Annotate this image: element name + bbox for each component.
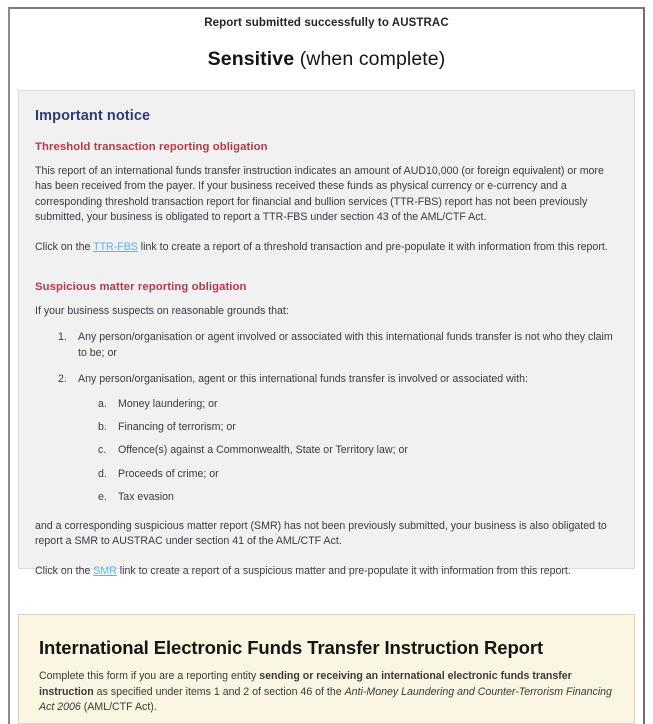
suspicious-intro-paragraph: If your business suspects on reasonable grounds that: <box>35 305 289 318</box>
list-item-text: Offence(s) against a Commonwealth, State or Territory law; or <box>118 444 408 457</box>
list-item-marker: a. <box>98 397 107 410</box>
list-item <box>78 420 620 435</box>
smr-link-suffix: link to create a report of a suspicious matter and pre-populate it with information from this report. <box>116 564 571 577</box>
ttr-fbs-link[interactable]: TTR-FBS <box>93 240 138 253</box>
sensitivity-level: Sensitive <box>207 48 295 70</box>
list-item-marker: 1. <box>58 331 67 344</box>
suspicious-grounds-list <box>33 330 620 505</box>
list-item-marker: b. <box>98 421 107 434</box>
list-item-marker: e. <box>98 491 107 504</box>
list-item <box>78 397 620 412</box>
smr-link-prefix: Click on the <box>35 564 94 577</box>
report-header-panel <box>18 614 635 724</box>
list-item-text: Any person/organisation, agent or this international funds transfer is involved or associated with: <box>78 373 528 386</box>
report-desc-part1: Complete this form if you are a reporting entity <box>39 670 260 682</box>
list-item-text: Financing of terrorism; or <box>118 421 236 434</box>
suspicious-association-sublist <box>78 397 620 506</box>
sensitivity-qualifier: (when complete) <box>294 48 446 70</box>
list-item-text: Money laundering; or <box>118 397 218 410</box>
list-item-marker: c. <box>98 444 107 457</box>
list-item-text: Tax evasion <box>118 491 174 504</box>
report-title: International Electronic Funds Transfer Instruction Report <box>39 637 544 658</box>
list-item-text: Proceeds of crime; or <box>118 467 219 480</box>
important-notice-panel <box>18 90 635 577</box>
threshold-link-prefix: Click on the <box>35 240 94 253</box>
list-item <box>78 490 620 505</box>
smr-link-paragraph <box>35 564 620 579</box>
threshold-link-suffix: link to create a report of a threshold transaction and pre-populate it with information from this report. <box>137 240 608 253</box>
report-desc-part2: as specified under items 1 and 2 of section 46 of the <box>93 685 345 698</box>
important-notice-heading: Important notice <box>35 108 151 124</box>
suspicious-closing-paragraph: and a corresponding suspicious matter report (SMR) has not been previously submitted, your business is also obligated to report a SMR to AUSTRAC under section 41 of the AML/CTF Act. <box>35 519 607 548</box>
report-desc-act-name: Anti-Money Laundering and Counter-Terrorism Financing Act 2006 <box>39 685 612 714</box>
submission-success-banner: Report submitted successfully to AUSTRAC <box>204 17 449 29</box>
list-item-marker: d. <box>98 467 107 480</box>
threshold-obligation-paragraph: This report of an international funds transfer instruction indicates an amount of AUD10,000 (or foreign equivalent) or more has been received from the payer. If your business received these funds as physical currency or e-currency and a corresponding threshold transaction report for financial and bullion services (TTR-FBS) report has not been previously submitted, your business is obligated to report a TTR-FBS under section 43 of the AML/CTF Act. <box>35 165 604 224</box>
report-desc-part3: (AML/CTF Act). <box>80 701 157 714</box>
list-item-text: Any person/organisation or agent involved or associated with this international funds transfer is not who they claim to be; or <box>78 331 613 359</box>
document-page-frame <box>8 7 645 724</box>
list-item <box>78 443 620 458</box>
report-desc-bold: sending or receiving an international electronic funds transfer instruction <box>39 670 572 698</box>
sensitivity-label <box>10 29 643 90</box>
list-item <box>78 467 620 482</box>
list-item <box>33 372 620 505</box>
report-description <box>39 669 616 716</box>
list-item <box>33 330 620 361</box>
threshold-obligation-heading: Threshold transaction reporting obligation <box>35 141 268 153</box>
smr-link[interactable]: SMR <box>93 564 117 577</box>
suspicious-obligation-heading: Suspicious matter reporting obligation <box>35 281 247 294</box>
list-item-marker: 2. <box>58 373 67 386</box>
threshold-link-paragraph <box>35 240 620 255</box>
